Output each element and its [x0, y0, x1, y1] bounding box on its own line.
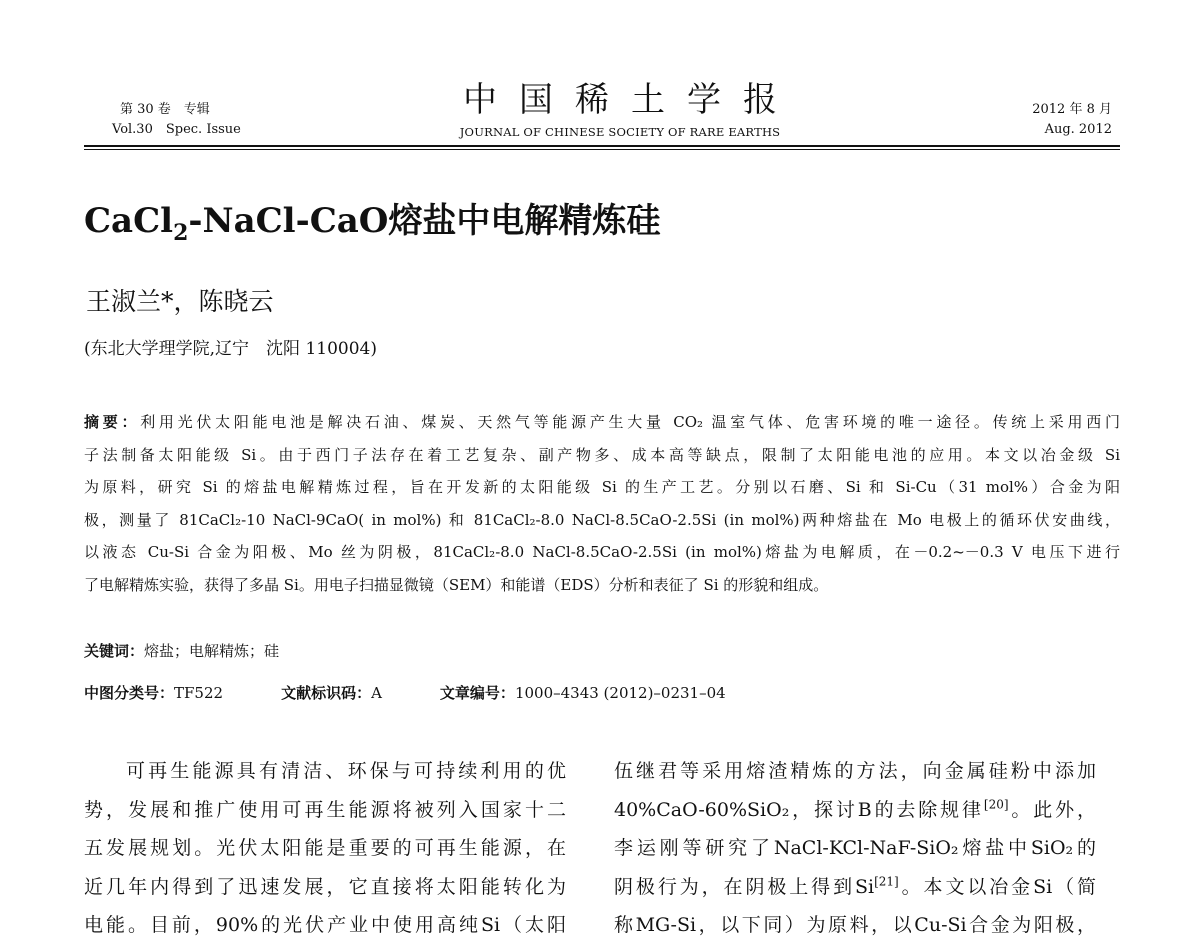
doc-code-label: 文献标识码： — [281, 684, 372, 702]
abstract-line: 为原料，研究 Si 的熔盐电解精炼过程，旨在开发新的太阳能级 Si 的生产工艺。分别以石磨、Si 和 Si-Cu（31 mol%）合金为阳 — [84, 478, 1120, 497]
running-header-center — [380, 78, 860, 140]
volume-cn: 第 30 卷 专辑 — [120, 102, 210, 117]
article-number-value: 1000–4343 (2012)–0231–04 — [514, 684, 726, 702]
body-line: 近几年内得到了迅速发展，它直接将太阳能转化为 — [84, 875, 566, 898]
keywords-value: 熔盐；电解精炼；硅 — [144, 642, 280, 660]
body-column-left — [84, 752, 566, 945]
journal-name-cn: 中国稀土学报 — [463, 80, 799, 120]
body-line: 五发展规划。光伏太阳能是重要的可再生能源，在 — [84, 837, 566, 860]
running-header-right — [1032, 100, 1112, 140]
volume-en: Vol.30 Spec. Issue — [112, 122, 241, 137]
citation-ref: [21] — [874, 874, 899, 889]
body-line: 电能。目前，90%的光伏产业中使用高纯Si（太阳 — [84, 914, 566, 937]
body-line: 阴极行为，在阴极上得到Si[21]。本文以冶金Si（简 — [614, 874, 1096, 898]
clc-label: 中图分类号： — [84, 684, 175, 702]
body-column-right — [614, 752, 1096, 945]
issue-date-en: Aug. 2012 — [1044, 122, 1112, 137]
keywords-label: 关键词： — [84, 642, 145, 660]
abstract-line: 了电解精炼实验，获得了多晶 Si。用电子扫描显微镜（SEM）和能谱（EDS）分析和表征了 Si 的形貌和组成。 — [84, 575, 829, 594]
abstract-line: 极，测量了 81CaCl₂-10 NaCl-9CaO( in mol%) 和 81CaCl₂-8.0 NaCl-8.5CaO-2.5Si (in mol%)两种熔盐在 Mo 电极上的循环伏安曲线， — [84, 510, 1120, 529]
header-rule-thick — [84, 145, 1120, 147]
body-line: 势，发展和推广使用可再生能源将被列入国家十二 — [84, 798, 566, 821]
header-rule-thin — [84, 149, 1120, 150]
clc-value: TF522 — [174, 684, 224, 702]
abstract-label: 摘要： — [84, 413, 141, 431]
affiliation: (东北大学理学院,辽宁 沈阳 110004) — [84, 339, 377, 359]
keywords — [84, 637, 279, 665]
author-list: 王淑兰*，陈晓云 — [86, 287, 274, 316]
body-line: 伍继君等采用熔渣精炼的方法，向金属硅粉中添加 — [614, 760, 1096, 782]
doc-code-value: A — [371, 684, 382, 702]
body-line: 40%CaO-60%SiO₂，探讨B的去除规律[20]。此外， — [614, 797, 1096, 821]
abstract-line: 摘要：利用光伏太阳能电池是解决石油、煤炭、天然气等能源产生大量 CO₂ 温室气体、危害环境的唯一途径。传统上采用西门 — [84, 413, 1120, 431]
article-number-label: 文章编号： — [439, 684, 515, 702]
title-part-2: -NaCl-CaO熔盐中电解精炼硅 — [188, 201, 661, 241]
classification-line — [84, 679, 726, 707]
title-part-1: CaCl — [84, 201, 174, 241]
title-subscript: 2 — [173, 219, 189, 246]
body-line: 可再生能源具有清洁、环保与可持续利用的优 — [126, 760, 566, 782]
body-line: 称MG-Si，以下同）为原料，以Cu-Si合金为阳极， — [614, 914, 1096, 937]
abstract-line: 子法制备太阳能级 Si。由于西门子法存在着工艺复杂、副产物多、成本高等缺点，限制了太阳能电池的应用。本文以冶金级 Si — [84, 445, 1120, 464]
abstract — [84, 406, 1120, 602]
abstract-line: 以液态 Cu-Si 合金为阳极、Mo 丝为阴极，81CaCl₂-8.0 NaCl-8.5CaO-2.5Si (in mol%)熔盐为电解质，在－0.2~－0.3 V 电压下进行 — [84, 543, 1120, 562]
journal-name-en: JOURNAL OF CHINESE SOCIETY OF RARE EARTHS — [459, 125, 781, 139]
running-header-left — [112, 100, 241, 140]
paper-title — [84, 196, 660, 258]
body-line: 李运刚等研究了NaCl-KCl-NaF-SiO₂熔盐中SiO₂的 — [614, 837, 1096, 860]
citation-ref: [20] — [983, 797, 1009, 812]
issue-date-cn: 2012 年 8 月 — [1032, 102, 1112, 117]
